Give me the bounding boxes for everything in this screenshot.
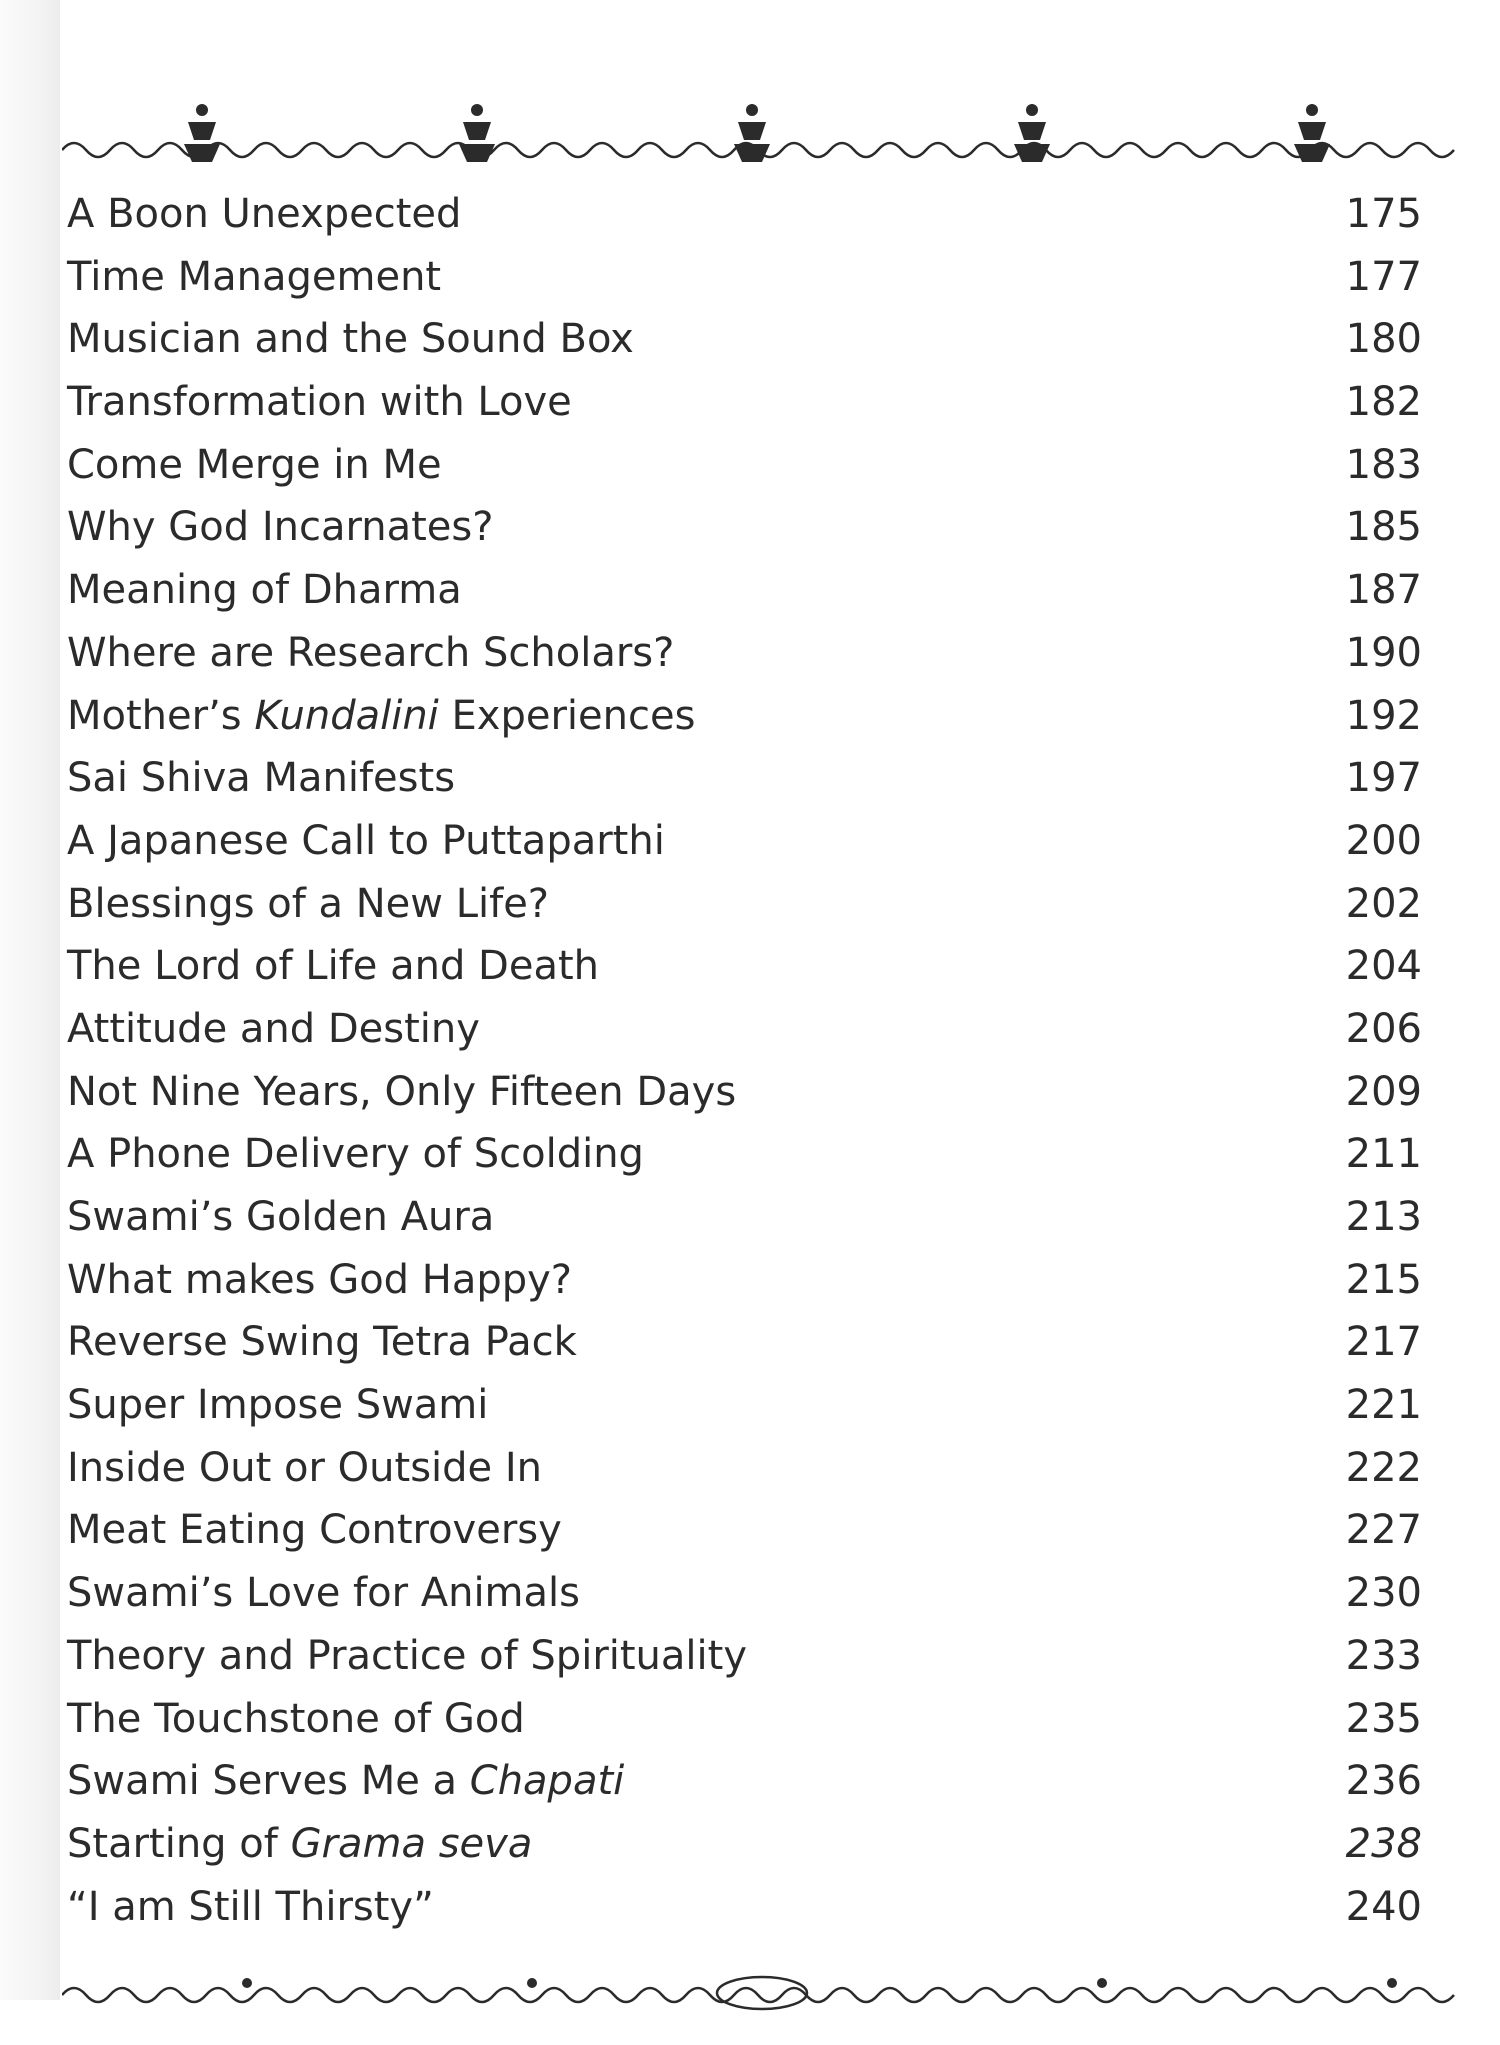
toc-entry-page-number: 240 [1345,1883,1422,1930]
toc-title-segment: Time Management [67,253,442,300]
toc-entry-title [67,1813,532,1876]
toc-title-segment: A Japanese Call to Puttaparthi [67,817,665,864]
toc-entry-page-number: 222 [1345,1444,1422,1491]
toc-title-segment: Inside Out or Outside In [67,1444,543,1491]
toc-entry-page-number: 221 [1345,1382,1422,1429]
toc-title-segment: Super Impose Swami [67,1382,489,1429]
toc-title-segment: Come Merge in Me [67,441,442,488]
toc-entry [67,1625,1422,1688]
toc-title-segment: Theory and Practice of Spirituality [67,1632,747,1679]
toc-entry-title [67,496,493,559]
toc-entry-title [67,998,480,1061]
toc-title-segment: Where are Research Scholars? [67,629,675,676]
toc-title-segment: What makes God Happy? [67,1256,573,1303]
toc-title-segment: Sai Shiva Manifests [67,755,456,802]
toc-entry-page-number: 206 [1345,1005,1422,1052]
toc-entry-page-number: 204 [1345,943,1422,990]
toc-title-segment: Starting of [67,1820,291,1867]
toc-entry [67,434,1422,497]
toc-entry-title [67,873,549,936]
toc-entry-title [67,935,599,998]
toc-entry-title [67,371,572,434]
scan-edge-shadow [0,0,60,2000]
toc-entry-page-number: 175 [1345,191,1422,237]
toc-title-segment: A Boon Unexpected [67,191,462,237]
toc-entry-page-number: 190 [1345,629,1422,676]
top-ornamental-border-icon [62,100,1467,170]
toc-title-segment: Swami’s Golden Aura [67,1194,495,1240]
toc-entry-page-number: 200 [1345,817,1422,864]
toc-entry [67,685,1422,748]
toc-entry [67,559,1422,622]
toc-entry-title [67,434,442,497]
toc-title-segment: Mother’s [67,692,255,739]
toc-title-segment: Meat Eating Controversy [67,1507,562,1554]
toc-entry-title [67,183,461,246]
toc-title-italic-segment: Kundalini [254,692,439,739]
toc-entry [67,1061,1422,1124]
toc-entry [67,935,1422,998]
toc-entry [67,371,1422,434]
toc-entry [67,496,1422,559]
toc-title-segment: A Phone Delivery of Scolding [67,1131,644,1178]
toc-entry-page-number: 213 [1345,1194,1422,1240]
table-of-contents [67,183,1422,1938]
toc-title-segment: Experiences [438,692,696,739]
toc-entry-page-number: 180 [1345,316,1422,363]
toc-title-segment: Not Nine Years, Only Fifteen Days [67,1068,737,1115]
toc-title-segment: The Lord of Life and Death [67,943,600,990]
toc-entry-title [67,1437,542,1500]
toc-entry-title [67,1311,577,1374]
toc-entry-page-number: 177 [1345,253,1422,300]
toc-title-segment: Attitude and Destiny [67,1005,480,1052]
toc-entry-title [67,246,441,309]
toc-entry [67,873,1422,936]
toc-entry [67,1374,1422,1437]
toc-entry-title [67,1750,624,1813]
toc-entry [67,183,1422,246]
toc-entry-title [67,1562,580,1625]
toc-title-italic-segment: Chapati [469,1758,625,1805]
toc-entry [67,1437,1422,1500]
toc-title-segment: The Touchstone of God [67,1695,525,1742]
toc-entry [67,1499,1422,1562]
toc-title-italic-segment: Grama seva [290,1820,533,1867]
toc-entry-title [67,622,674,685]
toc-entry-title [67,1374,488,1437]
bottom-ornamental-border-icon [62,1975,1467,2045]
toc-entry [67,747,1422,810]
toc-entry [67,810,1422,873]
toc-title-segment: Musician and the Sound Box [67,316,634,363]
toc-entry-page-number: 202 [1345,880,1422,927]
toc-entry-page-number: 187 [1345,567,1422,614]
toc-entry-title [67,1186,494,1249]
toc-entry-title [67,747,455,810]
toc-entry [67,1813,1422,1876]
toc-entry-title [67,1625,747,1688]
toc-entry-page-number: 215 [1345,1256,1422,1303]
toc-entry-title [67,810,665,873]
toc-entry [67,1750,1422,1813]
toc-title-segment: “I am Still Thirsty” [67,1883,434,1930]
toc-entry [67,1186,1422,1249]
toc-entry-page-number: 235 [1345,1695,1422,1742]
toc-entry [67,308,1422,371]
toc-entry-page-number: 233 [1345,1632,1422,1679]
toc-entry [67,1688,1422,1751]
toc-entry-page-number: 197 [1345,755,1422,802]
toc-entry [67,622,1422,685]
toc-entry-title [67,1688,525,1751]
toc-entry-title [67,559,462,622]
toc-title-segment: Blessings of a New Life? [67,880,550,927]
toc-entry-title [67,1061,736,1124]
toc-title-segment: Transformation with Love [67,379,572,426]
toc-entry-page-number: 236 [1345,1758,1422,1805]
toc-entry-page-number: 182 [1345,379,1422,426]
toc-entry [67,246,1422,309]
toc-title-segment: Swami’s Love for Animals [67,1570,580,1617]
toc-entry-page-number: 227 [1345,1507,1422,1554]
toc-entry-page-number: 211 [1345,1131,1422,1178]
toc-entry-title [67,1123,644,1186]
toc-entry [67,1311,1422,1374]
toc-entry-title [67,1249,572,1312]
toc-entry [67,1562,1422,1625]
toc-entry-title [67,685,695,748]
toc-entry-title [67,1876,434,1939]
toc-entry-page-number: 230 [1345,1570,1422,1617]
toc-entry-page-number: 217 [1345,1319,1422,1366]
toc-entry [67,1123,1422,1186]
toc-entry [67,1249,1422,1312]
toc-entry-title [67,1499,562,1562]
toc-entry [67,998,1422,1061]
toc-entry-page-number: 209 [1345,1068,1422,1115]
toc-title-segment: Reverse Swing Tetra Pack [67,1319,577,1366]
toc-entry [67,1876,1422,1939]
toc-entry-title [67,308,634,371]
toc-entry-page-number: 192 [1345,692,1422,739]
toc-title-segment: Meaning of Dharma [67,567,462,614]
toc-title-segment: Swami Serves Me a [67,1758,470,1805]
toc-entry-page-number: 238 [1345,1820,1422,1867]
toc-entry-page-number: 185 [1345,504,1422,551]
toc-title-segment: Why God Incarnates? [67,504,494,551]
toc-entry-page-number: 183 [1345,441,1422,488]
